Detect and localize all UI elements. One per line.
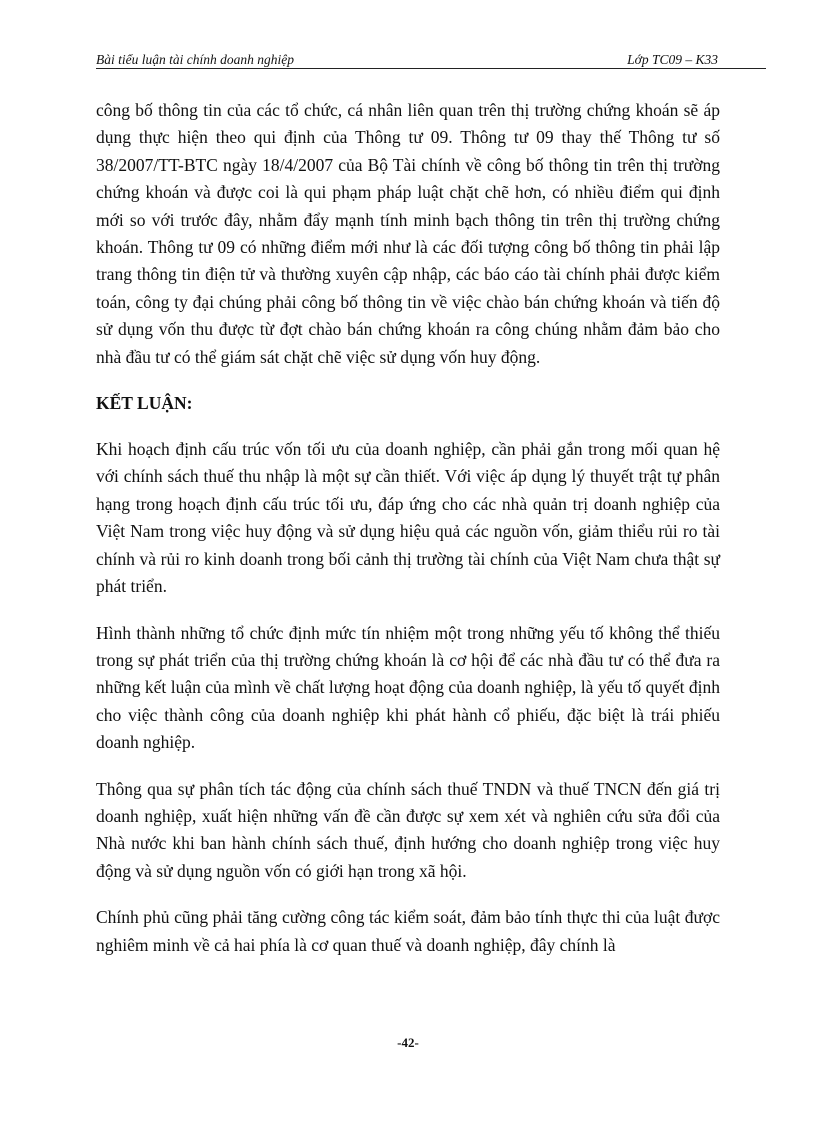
body-paragraph-5: Chính phủ cũng phải tăng cường công tác kiểm soát, đảm bảo tính thực thi của luật được nghiêm minh về cả hai phía là cơ quan thuế và doanh nghiệp, đây chính là xyxy=(96,907,720,955)
body-paragraph-3: Hình thành những tổ chức định mức tín nhiệm một trong những yếu tố không thể thiếu trong sự phát triển của thị trường chứng khoán là cơ hội để các nhà đầu tư có thể đưa ra những kết luận của mình về chất lượng hoạt động của doanh nghiệp, là yếu tố quyết định cho việc thành công của doanh nghiệp khi phát hành cổ phiếu, đặc biệt là trái phiếu doanh nghiệp. xyxy=(96,622,720,753)
body-paragraph-2: Khi hoạch định cấu trúc vốn tối ưu của doanh nghiệp, cần phải gắn trong mối quan hệ với chính sách thuế thu nhập là một sự cần thiết. Với việc áp dụng lý thuyết trật tự phân hạng trong hoạch định cấu trúc tối ưu, đáp ứng cho các nhà quản trị doanh nghiệp của Việt Nam trong việc huy động và sử dụng hiệu quả các nguồn vốn, giảm thiểu rủi ro tài chính và rủi ro kinh doanh trong bối cảnh thị trường tài chính của Việt Nam chưa thật sự phát triển. xyxy=(96,439,720,597)
section-heading: KẾT LUẬN: xyxy=(96,393,193,414)
page-header xyxy=(96,51,766,69)
page-number: -42- xyxy=(397,1035,419,1050)
body-paragraph-1: công bố thông tin của các tổ chức, cá nhân liên quan trên thị trường chứng khoán sẽ áp dụng thực hiện theo qui định của Thông tư 09. Thông tư 09 thay thế Thông tư số 38/2007/TT-BTC ngày 18/4/2007 của Bộ Tài chính về công bố thông tin trên thị trường chứng khoán và được coi là qui phạm pháp luật chặt chẽ hơn, có nhiều điểm qui định mới so với trước đây, nhằm đẩy mạnh tính minh bạch thông tin trên thị trường chứng khoán. Thông tư 09 có những điểm mới như là các đối tượng công bố thông tin phải lập trang thông tin điện tử và thường xuyên cập nhập, các báo cáo tài chính phải được kiểm toán, công ty đại chúng phải công bố thông tin về việc chào bán chứng khoán và tiến độ sử dụng vốn thu được từ đợt chào bán chứng khoán ra công chúng nhằm đảm bảo cho nhà đầu tư có thể giám sát chặt chẽ việc sử dụng vốn huy động. xyxy=(96,100,720,367)
header-class-label: Lớp TC09 – K33 xyxy=(627,52,718,67)
body-paragraph-4: Thông qua sự phân tích tác động của chính sách thuế TNDN và thuế TNCN đến giá trị doanh nghiệp, xuất hiện những vấn đề cần được sự xem xét và nghiên cứu sửa đổi của Nhà nước khi ban hành chính sách thuế, định hướng cho doanh nghiệp trong việc huy động và sử dụng nguồn vốn có giới hạn trong xã hội. xyxy=(96,778,720,881)
page-body xyxy=(96,97,720,959)
header-document-title: Bài tiểu luận tài chính doanh nghiệp xyxy=(96,52,294,67)
